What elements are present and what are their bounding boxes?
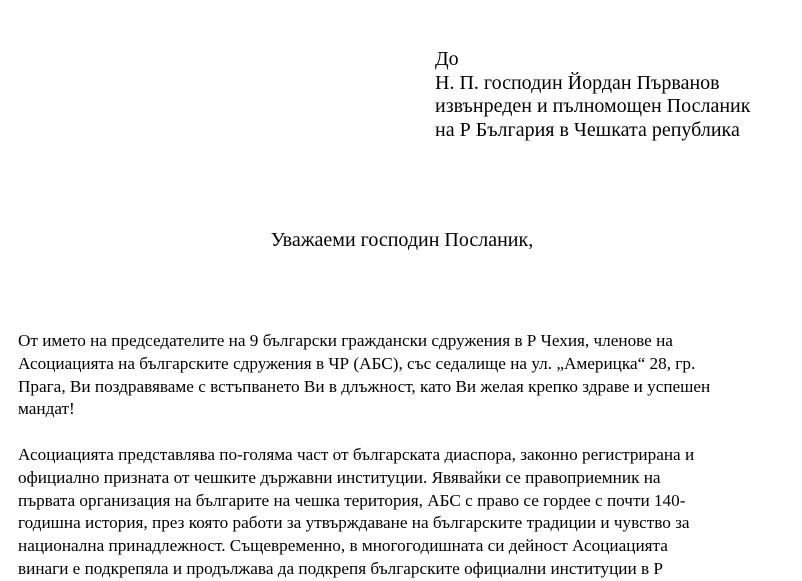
paragraph-association — [18, 444, 793, 581]
addressee-line: До — [435, 48, 459, 70]
addressee-block — [435, 48, 750, 142]
paragraph-line: годишна история, през която работи за утвърждаване на българските традиции и чувство за — [18, 513, 690, 533]
paragraph-line: винаги е подкрепяла и продължава да подкрепя българските официални институции в Р — [18, 558, 663, 578]
paragraph-line: От името на председателите на 9 български граждански сдружения в Р Чехия, членове на — [18, 331, 673, 350]
paragraph-line: Прага, Ви поздравяваме с встъпването Ви в длъжност, като Ви желая крепко здраве и успешен — [18, 376, 711, 396]
paragraph-line: Асоциацията на българските сдружения в ЧР (АБС), със седалище на ул. „Америцка“ 28, гр. — [18, 353, 696, 373]
paragraph-line: официално призната от чешките държавни институции. Явявайки се правоприемник на — [18, 467, 661, 487]
addressee-line: на Р България в Чешката република — [435, 118, 740, 141]
salutation — [0, 226, 802, 254]
paragraph-spacer — [18, 421, 793, 444]
paragraph-line: първата организация на българите на чешка територия, АБС с право се гордее с почти 140- — [18, 490, 686, 510]
letter-body — [18, 330, 793, 581]
addressee-line: Н. П. господин Йордан Първанов — [435, 71, 720, 94]
paragraph-line: мандат! — [18, 399, 75, 419]
paragraph-line: Асоциацията представлява по-голяма част от българската диаспора, законно регистрирана и — [18, 444, 695, 464]
addressee-line: извънреден и пълномощен Посланик — [435, 95, 751, 117]
paragraph-greeting — [18, 330, 793, 421]
salutation-text: Уважаеми господин Посланик, — [270, 229, 534, 251]
paragraph-line: национална принадлежност. Същевременно, в многогодишната си дейност Асоциацията — [18, 536, 668, 556]
